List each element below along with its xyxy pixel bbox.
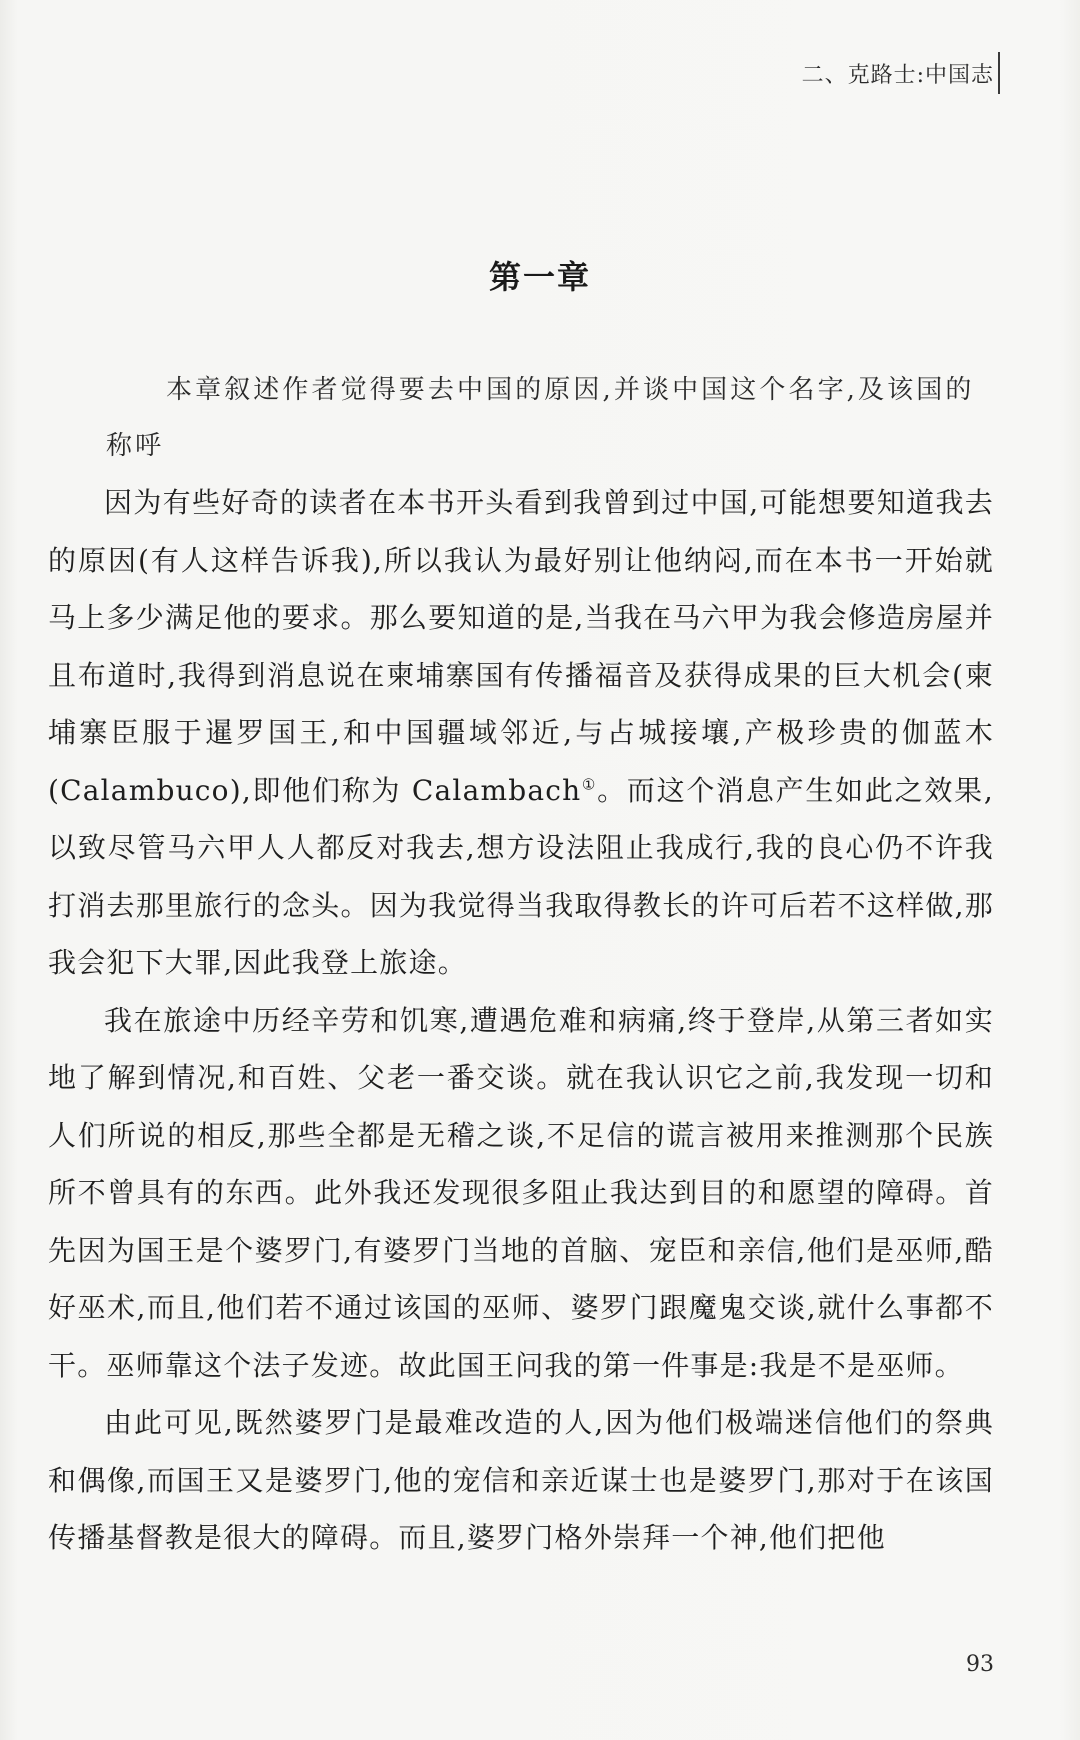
paragraph-1-text-a: 因为有些好奇的读者在本书开头看到我曾到过中国,可能想要知道我去的原因(有人这样告诉我),所以我认为最好别让他纳闷,而在本书一开始就马上多少满足他的要求。那么要知道的是,当我在马六甲为我会修造房屋并且布道时,我得到消息说在柬埔寨国有传播福音及获得成果的巨大机会(柬埔寨臣服于暹罗国王,和中国疆域邻近,与占城接壤,产极珍贵的伽蓝木(Calambuco),即他们称为 Calambach — [48, 486, 994, 807]
body-text — [48, 474, 994, 1567]
paragraph-2: 我在旅途中历经辛劳和饥寒,遭遇危难和病痛,终于登岸,从第三者如实地了解到情况,和百姓、父老一番交谈。就在我认识它之前,我发现一切和人们所说的相反,那些全都是无稽之谈,不足信的谎言被用来推测那个民族所不曾具有的东西。此外我还发现很多阻止我达到目的和愿望的障碍。首先因为国王是个婆罗门,有婆罗门当地的首脑、宠臣和亲信,他们是巫师,酷好巫术,而且,他们若不通过该国的巫师、婆罗门跟魔鬼交谈,就什么事都不干。巫师靠这个法子发迹。故此国王问我的第一件事是:我是不是巫师。 — [48, 1003, 994, 1382]
chapter-summary: 本章叙述作者觉得要去中国的原因,并谈中国这个名字,及该国的称呼 — [106, 375, 975, 461]
paragraph-3: 由此可见,既然婆罗门是最难改造的人,因为他们极端迷信他们的祭典和偶像,而国王又是婆罗门,他的宠信和亲近谋士也是婆罗门,那对于在该国传播基督教是很大的障碍。而且,婆罗门格外崇拜一个神,他们把他 — [48, 1406, 994, 1554]
page-number: 93 — [966, 1652, 994, 1677]
header-rule — [998, 52, 1000, 94]
paragraph-1-text-b: 。而这个消息产生如此之效果,以致尽管马六甲人人都反对我去,想方设法阻止我成行,我的良心仍不许我打消去那里旅行的念头。因为我觉得当我取得教长的许可后若不这样做,那我会犯下大罪,因此我登上旅途。 — [48, 773, 994, 979]
footnote-ref[interactable]: ① — [581, 775, 598, 794]
chapter-title: 第一章 — [488, 258, 591, 296]
running-header: 二、克路士:中国志 — [801, 63, 994, 88]
paragraph-1 — [48, 474, 994, 992]
